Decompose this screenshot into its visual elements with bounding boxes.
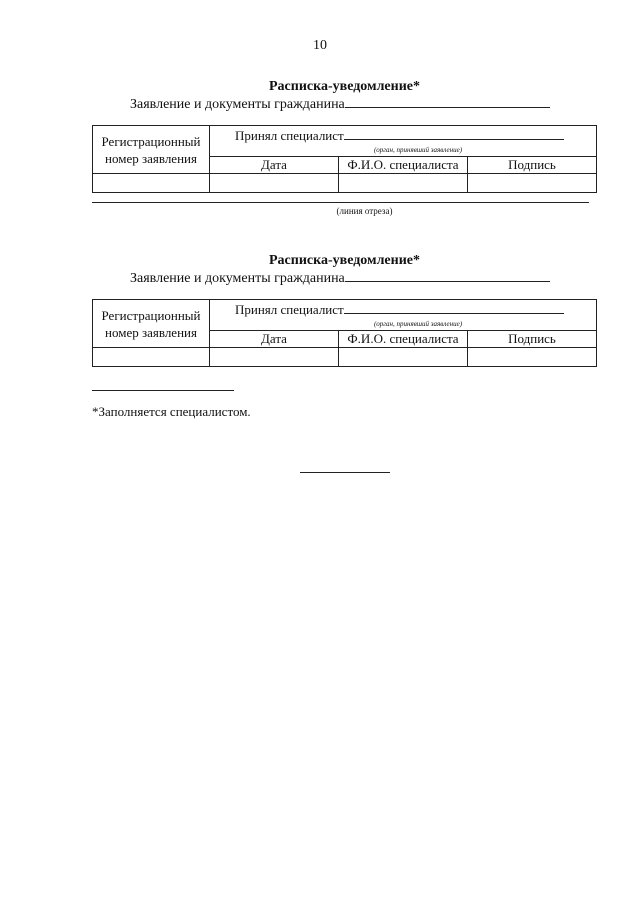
signature-input-cell[interactable]	[468, 174, 597, 193]
date-input-cell[interactable]	[210, 174, 339, 193]
name-input-cell[interactable]	[339, 174, 468, 193]
receipt-notice-1	[92, 78, 597, 193]
accepted-label: Принял специалист	[235, 128, 344, 143]
col-signature-header: Подпись	[468, 331, 597, 348]
signature-input-cell[interactable]	[468, 348, 597, 367]
reg-label-line1: Регистрационный	[101, 133, 201, 149]
page-number: 10	[313, 38, 327, 53]
reg-label-line2: номер заявления	[105, 150, 197, 166]
reg-number-label-cell	[93, 126, 210, 174]
receipt-table	[92, 299, 597, 367]
receipt-title: Расписка-уведомление*	[269, 253, 420, 268]
col-signature-header: Подпись	[468, 157, 597, 174]
accepted-line	[235, 302, 564, 318]
accepted-label: Принял специалист	[235, 302, 344, 317]
docs-line	[130, 269, 597, 287]
cut-line-label: (линия отреза)	[336, 206, 393, 216]
col-name-header: Ф.И.О. специалиста	[339, 157, 468, 174]
reg-label-line1: Регистрационный	[101, 307, 201, 323]
accepted-hint: (орган, принявший заявление)	[373, 146, 463, 154]
docs-blank-field[interactable]	[345, 95, 550, 108]
col-date-header: Дата	[210, 157, 339, 174]
reg-label-line2: номер заявления	[105, 324, 197, 340]
footnote-rule	[92, 390, 234, 391]
col-date-header: Дата	[210, 331, 339, 348]
docs-blank-field[interactable]	[345, 269, 550, 282]
docs-label: Заявление и документы гражданина	[130, 271, 345, 286]
date-input-cell[interactable]	[210, 348, 339, 367]
col-name-header: Ф.И.О. специалиста	[339, 331, 468, 348]
receipt-table	[92, 125, 597, 193]
accepted-blank-field[interactable]	[344, 302, 564, 314]
cut-line	[92, 202, 589, 203]
reg-number-input-cell[interactable]	[93, 174, 210, 193]
accepted-blank-field[interactable]	[344, 128, 564, 140]
reg-number-label-cell	[93, 300, 210, 348]
receipt-title: Расписка-уведомление*	[269, 79, 420, 94]
accepted-cell	[210, 126, 597, 157]
name-input-cell[interactable]	[339, 348, 468, 367]
footnote: *Заполняется специалистом.	[92, 404, 251, 419]
reg-number-input-cell[interactable]	[93, 348, 210, 367]
docs-label: Заявление и документы гражданина	[130, 97, 345, 112]
end-rule	[300, 472, 390, 473]
accepted-cell	[210, 300, 597, 331]
accepted-hint: (орган, принявший заявление)	[373, 320, 463, 328]
docs-line	[130, 95, 597, 113]
accepted-line	[235, 128, 564, 144]
receipt-notice-2	[92, 252, 597, 367]
